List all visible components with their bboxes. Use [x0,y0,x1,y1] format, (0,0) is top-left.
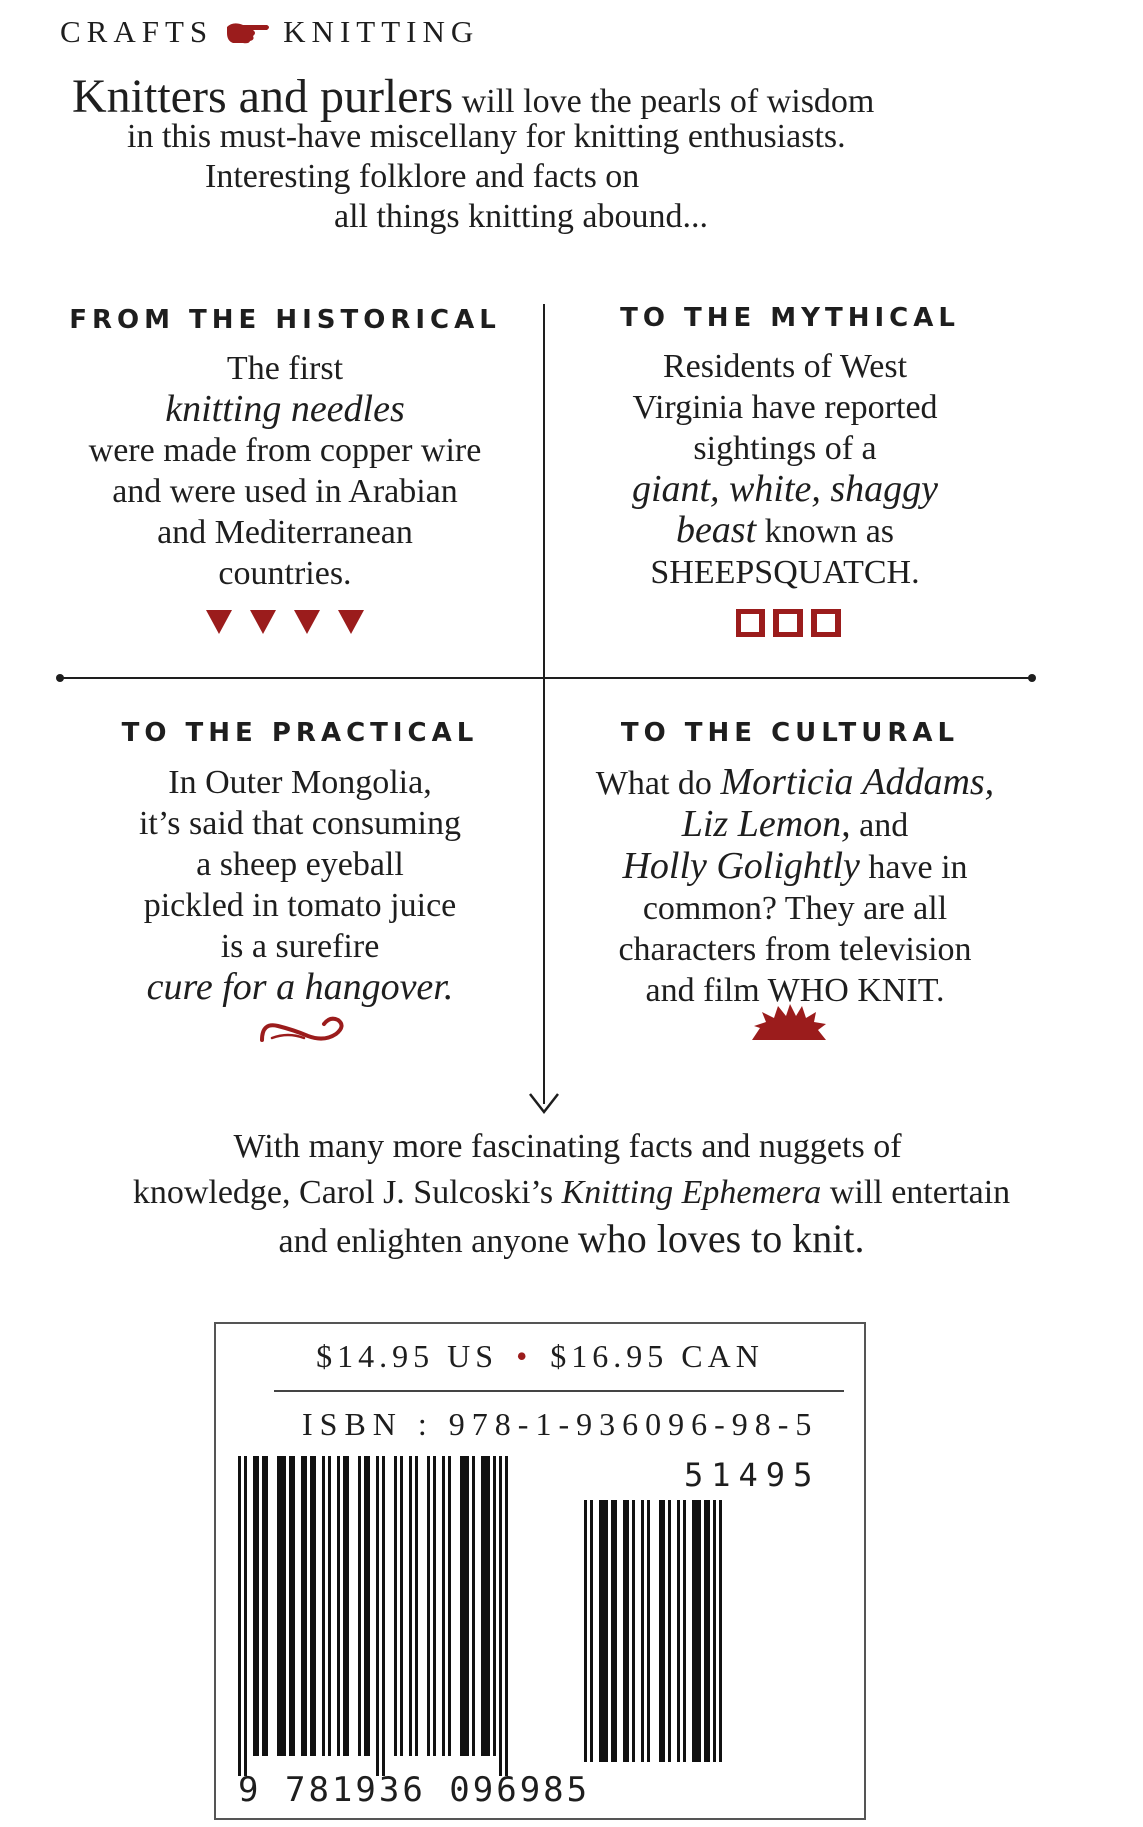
barcode-bar [677,1500,680,1762]
barcode-bar [647,1500,650,1762]
swirl-ornament [258,1014,350,1048]
practical-line: is a surefire [220,928,380,965]
category-knitting: KNITTING [283,14,480,49]
cultural-text-span: What do [595,765,721,802]
isbn-number: 978-1-936096-98-5 [448,1406,819,1442]
category-line [60,14,479,50]
addon-barcode [584,1500,722,1762]
mythical-line: Virginia have reported [632,389,938,426]
cultural-line [555,804,1035,846]
barcode-bar [668,1500,671,1762]
barcode-bar [623,1500,629,1762]
barcode-bar [632,1500,635,1762]
practical-text [60,762,540,1008]
mythical-line [545,510,1025,552]
barcode-bar [400,1456,403,1756]
barcode-bar [692,1500,701,1762]
barcode-panel [214,1322,866,1820]
closing-blurb [0,1124,1143,1265]
historical-line: were made from copper wire [88,432,482,469]
barcode-bar [433,1456,436,1756]
barcode-bar [253,1456,259,1756]
ean-left-digits: 781936 [284,1770,426,1810]
barcode-bar [599,1500,608,1762]
barcode-bar [641,1500,644,1762]
barcode-bar [460,1456,469,1756]
mythical-line: SHEEPSQUATCH. [650,554,920,591]
cultural-line [555,846,1035,888]
book-title: Knitting Ephemera [561,1174,822,1211]
barcode-bar [499,1456,502,1776]
closing-line-2 [0,1170,1143,1216]
historical-line: The first [226,350,344,387]
category-crafts: CRAFTS [60,14,214,49]
closing-line-1: With many more fascinating facts and nuggets of [233,1128,902,1165]
cultural-text-span: have in [859,849,968,886]
barcode-bar [590,1500,593,1762]
barcode-bar [427,1456,430,1756]
practical-line: it’s said that consuming [138,805,462,842]
barcode-bar [244,1456,247,1776]
barcode-bar [448,1456,451,1756]
barcode-bar [493,1456,496,1756]
ean-barcode [238,1456,508,1776]
barcode-bar [683,1500,686,1762]
historical-heading: FROM THE HISTORICAL [69,305,501,335]
closing-text-span: will entertain [821,1174,1011,1211]
practical-heading: TO THE PRACTICAL [121,718,479,748]
intro-lead: Knitters and purlers [72,70,454,123]
barcode-bar [584,1500,587,1762]
barcode-bar [505,1456,508,1776]
barcode-bar [409,1456,412,1756]
triangles-ornament [206,608,366,636]
closing-line-3 [0,1216,1143,1265]
horizontal-divider [60,677,1032,679]
practical-line: cure for a hangover. [146,966,454,1008]
mythical-line: Residents of West [662,348,908,385]
pointing-hand-icon [225,19,271,45]
cultural-heading: TO THE CULTURAL [620,718,960,748]
closing-text-span: and enlighten anyone [278,1223,578,1260]
starburst-ornament [750,1004,828,1042]
right-dot-icon [1028,674,1036,682]
cultural-italic: Morticia Addams, [720,761,995,803]
practical-line: a sheep eyeball [196,846,404,883]
barcode-bar [659,1500,665,1762]
barcode-bar [322,1456,325,1756]
mythical-heading: TO THE MYTHICAL [620,303,960,333]
mythical-text-span: known as [756,513,895,550]
barcode-bar [481,1456,490,1756]
addon-digits: 51495 [684,1456,821,1494]
isbn-separator: : [417,1406,434,1442]
mythical-line: giant, white, shaggy [631,468,939,510]
left-dot-icon [56,674,64,682]
historical-line: and Mediterranean [157,514,413,551]
closing-text-span: knowledge, Carol J. Sulcoski’s [132,1174,562,1211]
mythical-line: sightings of a [693,430,877,467]
cultural-line [555,762,1035,804]
barcode-bar [337,1456,340,1756]
cultural-line: and film WHO KNIT. [645,972,945,1009]
isbn-label: ISBN [302,1406,403,1442]
cultural-text-span: and [850,807,909,844]
barcode-bar [713,1500,716,1762]
ean-lead-digit: 9 [238,1770,262,1810]
mythical-text [545,346,1025,593]
historical-line: and were used in Arabian [112,473,458,510]
barcode-bar [358,1456,361,1756]
price-us: $14.95 US [316,1338,499,1374]
intro-line-4: all things knitting abound... [334,198,708,235]
intro-line-3: Interesting folklore and facts on [205,158,640,195]
price-can: $16.95 CAN [550,1338,764,1374]
barcode-bar [262,1456,268,1756]
barcode-bar [472,1456,475,1756]
ean-right-digits: 096985 [449,1770,591,1810]
barcode-bar [415,1456,418,1756]
historical-line: countries. [218,555,352,592]
cultural-text [555,762,1035,1011]
practical-line: pickled in tomato juice [143,887,457,924]
barcode-bar [343,1456,349,1756]
barcode-bar [611,1500,617,1762]
arrow-down-icon [528,1092,560,1116]
barcode-bar [277,1456,286,1756]
barcode-bar [719,1500,722,1762]
price-separator: • [516,1338,533,1374]
cultural-line: characters from television [618,931,972,968]
barcode-bar [442,1456,445,1756]
mythical-italic: beast [675,509,757,551]
barcode-bar [301,1456,307,1756]
intro-line-2: in this must-have miscellany for knitting enthusiasts. [127,118,846,155]
barcode-bar [289,1456,295,1756]
barcode-bar [328,1456,331,1756]
barcode-bar [364,1456,370,1756]
barcode-bar [238,1456,241,1776]
intro-line-1: will love the pearls of wisdom [453,83,875,120]
cultural-italic: Liz Lemon, [681,803,851,845]
barcode-bar [394,1456,397,1756]
barcode-bar [310,1456,316,1756]
historical-line: knitting needles [165,388,405,430]
practical-line: In Outer Mongolia, [168,764,432,801]
closing-emphasis: who loves to knit. [577,1216,865,1261]
barcode-bar [382,1456,385,1776]
historical-text [40,348,530,594]
squares-ornament [736,609,842,637]
barcode-bar [376,1456,379,1776]
ean-digits [238,1770,590,1810]
barcode-graphic [216,1324,864,1818]
barcode-bar [704,1500,710,1762]
cultural-italic: Holly Golightly [622,845,860,887]
cultural-line: common? They are all [642,890,948,927]
